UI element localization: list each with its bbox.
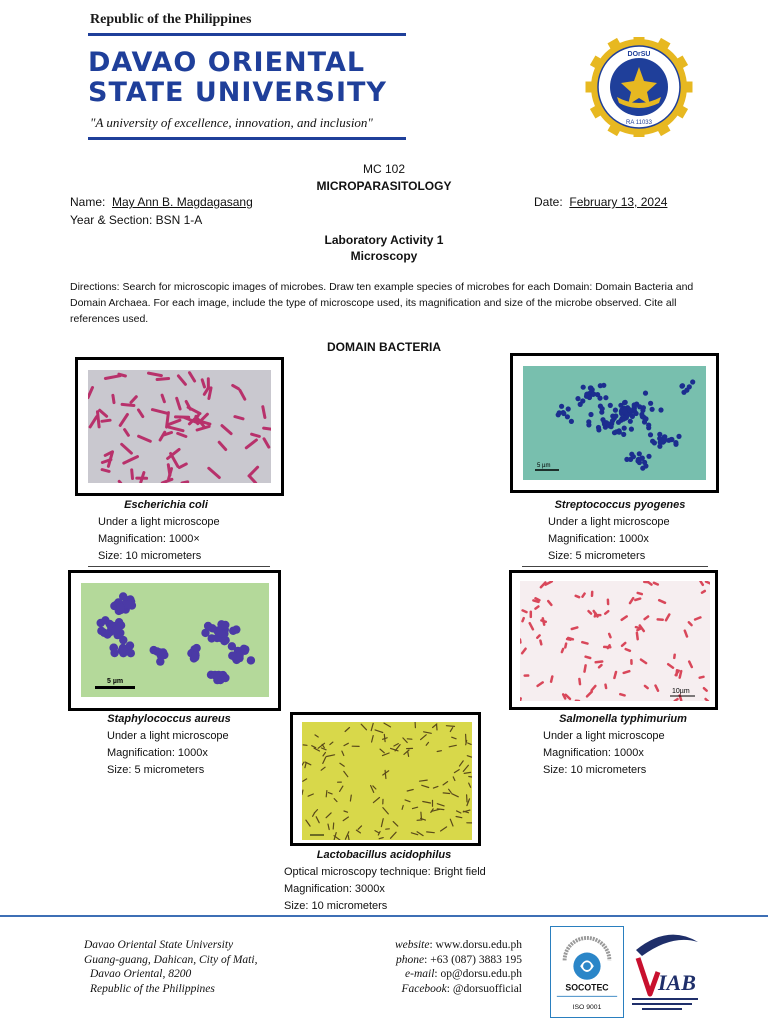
magnification: Magnification: 3000x — [284, 883, 385, 895]
magnification: Magnification: 1000x — [107, 747, 208, 759]
name-field — [70, 195, 253, 209]
bacterium-rod — [235, 417, 243, 419]
course-title: MICROPARASITOLOGY — [316, 179, 452, 193]
coccus-cell — [580, 398, 585, 403]
bacterium-rod — [595, 614, 596, 617]
coccus-cell — [629, 427, 634, 432]
specimen-image-frame-streptococcus — [510, 353, 719, 493]
coccus-cell — [640, 466, 645, 471]
coccus-cell — [111, 626, 119, 634]
coccus-cell — [575, 396, 580, 401]
salmonella-micrograph — [520, 581, 710, 701]
bacterium-rod — [384, 734, 385, 741]
size: Size: 10 micrometers — [543, 764, 647, 776]
coccus-cell — [561, 411, 566, 416]
coccus-cell — [659, 439, 664, 444]
republic-label: Republic of the Philippines — [90, 12, 252, 27]
footer-contact — [350, 938, 522, 996]
year-section: Year & Section: BSN 1-A — [70, 213, 203, 227]
address-line: Guang-guang, Dahican, City of Mati, — [84, 953, 258, 966]
coccus-cell — [676, 434, 681, 439]
bacterium-rod — [635, 599, 640, 600]
divider-line — [522, 566, 708, 567]
bacterium-rod — [579, 679, 580, 684]
size: Size: 10 micrometers — [284, 900, 388, 912]
bacterium-rod — [645, 686, 648, 688]
bacterium-rod — [576, 596, 579, 597]
coccus-cell — [118, 646, 126, 654]
coccus-cell — [127, 649, 135, 657]
species-name: Staphylococcus aureus — [107, 713, 231, 725]
bacterium-rod — [675, 699, 678, 701]
address-line: Davao Oriental, 8200 — [90, 968, 192, 980]
bacterium-rod — [599, 665, 602, 667]
coccus-cell — [97, 619, 105, 627]
university-tagline: "A university of excellence, innovation, and inclusion" — [90, 115, 373, 130]
specimen-caption-lactobacillus — [284, 847, 544, 915]
contact-email: e-mail: op@dorsu.edu.ph — [405, 968, 522, 980]
bacterium-rod — [636, 627, 640, 628]
bacterium-rod — [596, 662, 603, 663]
coccus-cell — [601, 383, 606, 388]
bacterium-rod — [637, 629, 640, 631]
coccus-cell — [208, 624, 216, 632]
bacterium-rod — [700, 677, 704, 678]
bacterium-rod — [119, 481, 121, 483]
coccus-cell — [616, 420, 621, 425]
bacterium-rod — [624, 671, 630, 673]
svg-text:DOrSU: DOrSU — [627, 51, 651, 58]
coccus-cell — [588, 385, 593, 390]
bacterium-rod — [562, 649, 563, 652]
coccus-cell — [622, 409, 627, 414]
bacterium-rod — [540, 641, 541, 645]
coccus-cell — [97, 627, 105, 635]
activity-title: Laboratory Activity 1 — [324, 233, 444, 247]
coccus-cell — [690, 379, 695, 384]
bacterium-rod — [680, 671, 682, 678]
coccus-cell — [116, 603, 124, 611]
bacterium-rod — [626, 649, 630, 651]
bacterium-rod — [523, 618, 524, 621]
ecoli-micrograph — [88, 370, 271, 483]
coccus-cell — [669, 437, 674, 442]
bacterium-rod — [609, 634, 610, 637]
bacterium-rod — [702, 591, 705, 593]
bacterium-rod — [102, 420, 110, 421]
coccus-cell — [191, 651, 199, 659]
microscope-type: Under a light microscope — [98, 516, 220, 528]
submission-date: February 13, 2024 — [569, 195, 668, 209]
bacterium-rod — [182, 482, 188, 483]
coccus-cell — [648, 432, 653, 437]
coccus-cell — [657, 432, 662, 437]
bacterium-rod — [523, 610, 527, 612]
socotec-name: SOCOTEC — [565, 982, 609, 993]
coccus-cell — [618, 403, 623, 408]
coccus-cell — [556, 412, 561, 417]
coccus-cell — [643, 391, 648, 396]
contact-facebook: Facebook: @dorsuofficial — [401, 982, 522, 995]
coccus-cell — [591, 392, 596, 397]
coccus-cell — [687, 384, 692, 389]
bacterium-rod — [620, 694, 624, 695]
bacterium-rod — [614, 672, 616, 678]
coccus-cell — [110, 644, 118, 652]
activity-subtitle: Microscopy — [350, 249, 418, 263]
scale-label: 5 µm — [107, 678, 124, 685]
specimen-image-frame-lactobacillus — [290, 712, 481, 846]
species-name: Lactobacillus acidophilus — [316, 849, 452, 861]
bacterium-rod — [348, 835, 349, 839]
bacterium-rod — [654, 583, 658, 585]
iab-name: IAB — [658, 970, 696, 995]
bacterium-rod — [437, 809, 444, 810]
divider-line — [88, 566, 270, 567]
bacterium-rod — [157, 379, 169, 380]
species-name: Salmonella typhimurium — [559, 713, 687, 725]
coccus-cell — [608, 403, 613, 408]
coccus-cell — [680, 383, 685, 388]
specimen-image-frame-salmonella — [509, 570, 718, 710]
bacterium-rod — [252, 434, 260, 436]
coccus-cell — [637, 451, 642, 456]
student-name: May Ann B. Magdagasang — [112, 195, 253, 209]
address-line: Davao Oriental State University — [84, 939, 234, 951]
coccus-cell — [642, 460, 647, 465]
coccus-cell — [610, 414, 615, 419]
coccus-cell — [650, 407, 655, 412]
bacterium-rod — [443, 793, 450, 794]
microscope-type: Optical microscopy technique: Bright field — [284, 866, 486, 878]
coccus-cell — [126, 641, 134, 649]
bacterium-rod — [585, 665, 586, 671]
microscope-type: Under a light microscope — [548, 516, 670, 528]
size: Size: 10 micrometers — [98, 550, 202, 562]
bacterium-rod — [421, 812, 422, 818]
scale-label: 5 µm — [537, 463, 551, 469]
bacterium-rod — [572, 627, 578, 629]
bacterium-rod — [608, 645, 610, 648]
bacterium-rod — [122, 404, 134, 405]
coccus-cell — [634, 411, 639, 416]
coccus-cell — [632, 402, 637, 407]
coccus-cell — [613, 408, 618, 413]
specimen-image-frame-staphylococcus — [68, 570, 281, 711]
socotec-iso: ISO 9001 — [572, 1003, 602, 1011]
bacterium-rod — [98, 412, 100, 427]
bacterium-rod — [209, 388, 211, 399]
coccus-cell — [627, 407, 632, 412]
contact-website: website: www.dorsu.edu.ph — [394, 939, 522, 951]
species-name: Escherichia coli — [124, 499, 208, 511]
coccus-cell — [220, 637, 228, 645]
specimen-caption-staphylococcus — [107, 711, 287, 779]
bacterium-rod — [583, 594, 585, 597]
coccus-cell — [157, 651, 165, 659]
bacterium-rod — [706, 582, 710, 584]
bacterium-rod — [551, 677, 552, 682]
coccus-cell — [624, 457, 629, 462]
specimen-image-frame-ecoli — [75, 357, 284, 496]
coccus-cell — [596, 425, 601, 430]
coccus-cell — [612, 430, 617, 435]
bacterium-rod — [437, 751, 441, 752]
magnification: Magnification: 1000x — [548, 533, 649, 545]
bacterium-rod — [543, 618, 544, 624]
course-code: MC 102 — [362, 162, 406, 176]
bacterium-rod — [536, 607, 539, 609]
coccus-cell — [247, 656, 255, 664]
bacterium-rod — [333, 823, 334, 829]
microscope-type: Under a light microscope — [543, 730, 665, 742]
scale-label: 10µm — [672, 688, 690, 695]
coccus-cell — [624, 415, 629, 420]
coccus-cell — [622, 426, 627, 431]
bacterium-rod — [537, 635, 539, 637]
streptococcus-micrograph — [523, 366, 706, 480]
website-link[interactable]: www.dorsu.edu.ph — [435, 939, 522, 951]
coccus-cell — [623, 400, 628, 405]
header-rule-bottom — [88, 137, 406, 140]
coccus-cell — [621, 432, 626, 437]
coccus-cell — [584, 394, 589, 399]
bacterium-rod — [565, 644, 566, 648]
seal-ra-text: RA 11033 — [626, 120, 652, 126]
contact-phone: phone: +63 (087) 3883 195 — [396, 953, 522, 966]
coccus-cell — [603, 395, 608, 400]
header-rule-top — [88, 33, 406, 36]
staphylococcus-micrograph — [81, 583, 269, 697]
footer-rule — [0, 915, 768, 917]
microscope-type: Under a light microscope — [107, 730, 229, 742]
coccus-cell — [636, 457, 641, 462]
email-link[interactable]: op@dorsu.edu.ph — [440, 968, 522, 980]
lactobacillus-micrograph — [302, 722, 472, 840]
bacterium-rod — [446, 726, 454, 727]
coccus-cell — [617, 430, 622, 435]
coccus-cell — [600, 406, 605, 411]
university-name-line2: STATE UNIVERSITY — [88, 77, 387, 108]
socotec-certification-logo — [550, 926, 624, 1018]
specimen-caption-streptococcus — [548, 497, 728, 565]
bacterium-rod — [567, 639, 570, 640]
university-seal-logo — [583, 37, 695, 137]
bacterium-rod — [706, 699, 708, 701]
coccus-cell — [629, 452, 634, 457]
coccus-cell — [646, 454, 651, 459]
bacterium-rod — [637, 633, 638, 639]
date-field — [534, 195, 667, 209]
coccus-cell — [125, 601, 133, 609]
bacterium-rod — [264, 428, 271, 429]
coccus-cell — [119, 636, 127, 644]
bacterium-rod — [326, 791, 327, 797]
bacterium-rod — [385, 770, 386, 778]
bacterium-rod — [113, 395, 114, 402]
coccus-cell — [566, 406, 571, 411]
bacterium-rod — [102, 470, 109, 472]
facebook-link[interactable]: @dorsuofficial — [452, 982, 522, 995]
name-label: Name: — [70, 195, 106, 209]
coccus-cell — [609, 424, 614, 429]
coccus-cell — [211, 671, 219, 679]
bacterium-rod — [408, 752, 409, 756]
bacterium-rod — [132, 470, 133, 479]
bacterium-rod — [520, 698, 521, 701]
bacterium-rod — [533, 600, 538, 602]
coccus-cell — [673, 442, 678, 447]
coccus-cell — [643, 416, 648, 421]
bacterium-rod — [119, 374, 126, 376]
bacterium-rod — [582, 642, 587, 643]
domain-title: DOMAIN BACTERIA — [327, 340, 441, 354]
coccus-cell — [648, 401, 653, 406]
coccus-cell — [646, 423, 651, 428]
footer-address — [84, 938, 257, 996]
coccus-cell — [221, 674, 229, 682]
coccus-cell — [586, 422, 591, 427]
bacterium-rod — [263, 407, 265, 418]
bacterium-rod — [638, 593, 642, 594]
species-name: Streptococcus pyogenes — [554, 499, 686, 511]
address-line: Republic of the Philippines — [90, 982, 215, 995]
university-name-line1: DAVAO ORIENTAL — [88, 47, 366, 78]
coccus-cell — [192, 644, 200, 652]
specimen-caption-salmonella — [543, 711, 723, 779]
size: Size: 5 micrometers — [107, 764, 205, 776]
coccus-cell — [588, 412, 593, 417]
coccus-cell — [559, 404, 564, 409]
bacterium-rod — [427, 832, 435, 833]
coccus-cell — [650, 439, 655, 444]
coccus-cell — [221, 621, 229, 629]
coccus-cell — [602, 422, 607, 427]
coccus-cell — [569, 419, 574, 424]
coccus-cell — [628, 419, 633, 424]
bacterium-rod — [586, 657, 591, 658]
iab-accreditation-logo — [628, 928, 704, 1014]
coccus-cell — [581, 385, 586, 390]
coccus-cell — [597, 396, 602, 401]
magnification: Magnification: 1000x — [543, 747, 644, 759]
bacterium-rod — [606, 685, 607, 688]
size: Size: 5 micrometers — [548, 550, 646, 562]
magnification: Magnification: 1000× — [98, 533, 200, 545]
date-label: Date: — [534, 195, 563, 209]
bacterium-rod — [469, 777, 472, 778]
coccus-cell — [658, 407, 663, 412]
university-name — [88, 48, 387, 108]
coccus-cell — [228, 652, 236, 660]
coccus-cell — [229, 627, 237, 635]
coccus-cell — [241, 645, 249, 653]
specimen-caption-ecoli — [98, 497, 278, 565]
directions-text: Directions: Search for microscopic images of microbes. Draw ten example species of microbes for each Domain: Domain Bacteria and Domain Archaea. For each image, include the type of microscope used, its magnification and size of the microbe observed. Cite all references used. — [70, 281, 694, 325]
